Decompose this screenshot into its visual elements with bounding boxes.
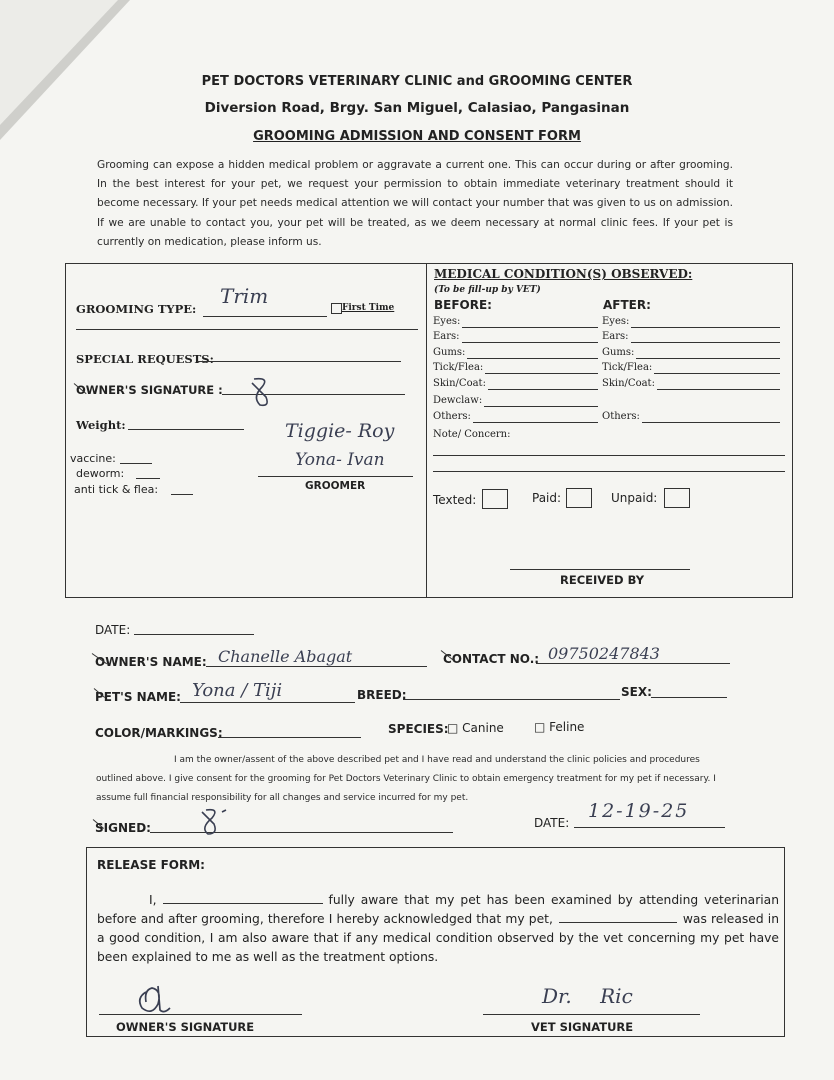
owner-name-label: OWNER'S NAME: bbox=[95, 655, 207, 669]
received-by-label: RECEIVED BY bbox=[560, 573, 645, 587]
before-field-line[interactable] bbox=[488, 389, 598, 390]
after-field-line[interactable] bbox=[642, 422, 780, 423]
after-field-line[interactable] bbox=[631, 327, 780, 328]
contact-value: 09750247843 bbox=[548, 644, 660, 663]
signed-date-label: DATE: bbox=[534, 816, 570, 830]
species-label: SPECIES: bbox=[388, 722, 449, 736]
special-requests-line[interactable] bbox=[197, 361, 401, 362]
groomer-name-1: Tiggie- Roy bbox=[285, 420, 395, 442]
paid-label: Paid: bbox=[532, 491, 562, 505]
release-pet-blank[interactable] bbox=[559, 922, 677, 923]
consent-paragraph: I am the owner/assent of the above described pet and I have read and understand the clinic policies and procedures outlined above. I give consent for the grooming for Pet Doctors Veterinary Clinic to obtain emergency treatment for my pet if necessary. I assume full financial responsibility for all changes and service incurred for my pet. bbox=[96, 755, 716, 803]
owner-name-value: Chanelle Abagat bbox=[218, 647, 353, 666]
anti-tick-label: anti tick & flea: bbox=[74, 483, 159, 496]
clinic-name: PET DOCTORS VETERINARY CLINIC and GROOMING CENTER bbox=[201, 74, 633, 89]
note-line-1[interactable] bbox=[433, 455, 785, 456]
before-field-line[interactable] bbox=[473, 422, 598, 423]
after-field-label: Others: bbox=[602, 411, 640, 422]
after-field-label: Tick/Flea: bbox=[602, 362, 653, 373]
groomer-label: GROOMER bbox=[305, 480, 366, 492]
after-field-line[interactable] bbox=[631, 342, 780, 343]
release-name-blank[interactable] bbox=[163, 903, 323, 904]
before-field-line[interactable] bbox=[467, 358, 598, 359]
weight-line[interactable] bbox=[128, 429, 244, 430]
release-text-2: fully aware that my pet has been examined by attending veterinarian before and after grooming, therefore I hereby acknowledged that my pet, bbox=[97, 893, 779, 926]
groomer-name-2: Yona- Ivan bbox=[295, 450, 385, 470]
before-field-label: Others: bbox=[433, 411, 471, 422]
before-field-label: Tick/Flea: bbox=[433, 362, 484, 373]
note-label: Note/ Concern: bbox=[433, 429, 511, 440]
signed-date-line[interactable] bbox=[574, 827, 725, 828]
before-field-label: Eyes: bbox=[433, 316, 461, 327]
after-field-line[interactable] bbox=[657, 389, 780, 390]
pet-name-value: Yona / Tiji bbox=[192, 680, 283, 701]
clinic-address: Diversion Road, Brgy. San Miguel, Calasiao, Pangasinan bbox=[204, 100, 630, 116]
breed-line[interactable] bbox=[403, 699, 620, 700]
breed-label: BREED: bbox=[357, 688, 407, 702]
first-time-label: First Time bbox=[342, 303, 395, 313]
special-requests-label: SPECIAL REQUESTS: bbox=[76, 352, 214, 366]
before-field-line[interactable] bbox=[485, 373, 598, 374]
grooming-type-line[interactable] bbox=[203, 316, 327, 317]
pet-name-line[interactable] bbox=[180, 702, 355, 703]
signed-signature-mark bbox=[196, 806, 236, 836]
canine-option[interactable]: □ Canine bbox=[447, 721, 504, 735]
before-field-label: Skin/Coat: bbox=[433, 378, 486, 389]
after-field-line[interactable] bbox=[654, 373, 780, 374]
first-time-checkbox[interactable] bbox=[331, 303, 342, 314]
before-field-label: Dewclaw: bbox=[433, 395, 483, 406]
release-vet-signature-label: VET SIGNATURE bbox=[531, 1020, 634, 1034]
date-line[interactable] bbox=[134, 634, 254, 635]
before-field-line[interactable] bbox=[462, 342, 598, 343]
color-label: COLOR/MARKINGS: bbox=[95, 726, 223, 740]
texted-label: Texted: bbox=[433, 493, 477, 507]
release-owner-signature-mark bbox=[130, 980, 180, 1020]
release-title: RELEASE FORM: bbox=[97, 858, 205, 872]
main-box-divider bbox=[426, 263, 427, 598]
owner-name-line[interactable] bbox=[206, 666, 427, 667]
release-text-1: I, bbox=[149, 893, 157, 907]
after-field-label: Gums: bbox=[602, 347, 635, 358]
signed-date-value: 12-19-25 bbox=[588, 800, 690, 822]
sex-label: SEX: bbox=[621, 685, 652, 699]
after-label: AFTER: bbox=[603, 298, 651, 312]
texted-checkbox[interactable] bbox=[482, 489, 508, 509]
unpaid-checkbox[interactable] bbox=[664, 488, 690, 508]
owner-signature-mark bbox=[248, 375, 276, 409]
after-field-line[interactable] bbox=[636, 358, 780, 359]
release-text-3: was released in a good condition, I am also aware that if any medical condition observed by the vet concerning my pet have been explained to me as well as the treatment options. bbox=[97, 912, 779, 964]
release-paragraph bbox=[97, 891, 779, 967]
unpaid-label: Unpaid: bbox=[611, 491, 658, 505]
vaccine-line[interactable] bbox=[120, 463, 152, 464]
deworm-label: deworm: bbox=[76, 467, 125, 480]
anti-tick-line[interactable] bbox=[171, 494, 193, 495]
before-field-line[interactable] bbox=[462, 327, 598, 328]
grooming-type-value: Trim bbox=[220, 284, 269, 308]
before-label: BEFORE: bbox=[434, 298, 492, 312]
vaccine-label: vaccine: bbox=[70, 452, 116, 465]
after-field-label: Ears: bbox=[602, 331, 629, 342]
contact-label: CONTACT NO.: bbox=[443, 652, 540, 666]
contact-line[interactable] bbox=[536, 663, 730, 664]
grooming-extra-line[interactable] bbox=[76, 329, 418, 330]
sex-line[interactable] bbox=[651, 697, 727, 698]
before-field-line[interactable] bbox=[484, 406, 598, 407]
feline-option[interactable]: □ Feline bbox=[534, 720, 585, 734]
intro-paragraph: Grooming can expose a hidden medical problem or aggravate a current one. This can occur during or after grooming. In the best interest for your pet, we request your permission to obtain immediate veterinary treatment should it become necessary. If your pet needs medical attention we will contact your number that was given to us on admission. If we are unable to contact you, your pet will be treated, as we deem necessary at normal clinic fees. If your pet is currently on medication, please inform us. bbox=[97, 159, 733, 248]
before-field-label: Gums: bbox=[433, 347, 466, 358]
color-line[interactable] bbox=[218, 737, 361, 738]
date-label: DATE: bbox=[95, 623, 131, 637]
release-owner-signature-label: OWNER'S SIGNATURE bbox=[116, 1020, 255, 1034]
signed-label: SIGNED: bbox=[95, 821, 151, 835]
after-field-label: Eyes: bbox=[602, 316, 630, 327]
paid-checkbox[interactable] bbox=[566, 488, 592, 508]
before-field-label: Ears: bbox=[433, 331, 460, 342]
medical-title: MEDICAL CONDITION(S) OBSERVED: bbox=[434, 267, 693, 281]
release-vet-signature-line[interactable] bbox=[483, 1014, 700, 1015]
medical-subtitle: (To be fill-up by VET) bbox=[434, 285, 541, 295]
pet-name-label: PET'S NAME: bbox=[95, 690, 181, 704]
note-line-2[interactable] bbox=[433, 471, 785, 472]
groomer-line[interactable] bbox=[258, 476, 413, 477]
after-field-label: Skin/Coat: bbox=[602, 378, 655, 389]
form-title: GROOMING ADMISSION AND CONSENT FORM bbox=[253, 129, 581, 144]
received-by-line[interactable] bbox=[510, 569, 690, 570]
grooming-type-label: GROOMING TYPE: bbox=[76, 302, 197, 316]
release-vet-signature: Dr. Ric bbox=[542, 984, 633, 1008]
owner-signature-label: OWNER'S SIGNATURE : bbox=[76, 383, 223, 397]
deworm-line[interactable] bbox=[136, 478, 160, 479]
weight-label: Weight: bbox=[76, 418, 126, 432]
